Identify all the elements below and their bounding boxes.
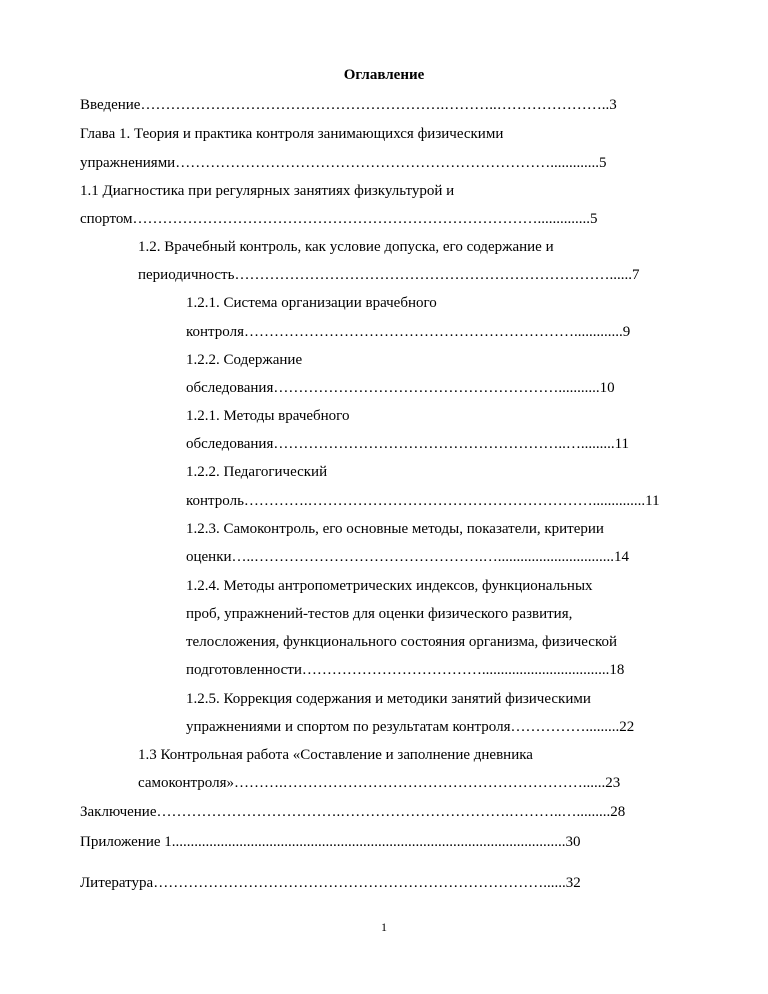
toc-entry-appendix-1: Приложение 1.........................................................................................................30	[80, 834, 581, 850]
toc-entry-1-2-5-cont: упражнениями и спортом по результатам контроля…………….........22	[186, 719, 635, 735]
toc-entry-1-2: 1.2. Врачебный контроль, как условие допуска, его содержание и	[138, 239, 554, 255]
toc-entry-1-2-3-cont: оценки…..……………………………………….…...............................14	[186, 549, 630, 565]
toc-entry-1-2-1-system-cont: контроля………………………………………………………….............9	[186, 324, 631, 340]
toc-entry-1-2-1-system: 1.2.1. Система организации врачебного	[186, 295, 437, 311]
toc-entry-1-3: 1.3 Контрольная работа «Составление и заполнение дневника	[138, 747, 533, 763]
toc-entry-1-2-4: 1.2.4. Методы антропометрических индексов, функциональных	[186, 578, 593, 594]
toc-entry-1-1-cont: спортом………………………………………………………………………..............5	[80, 211, 598, 227]
toc-entry-1-2-1-methods-cont: обследования…………………………………………………..….........11	[186, 436, 630, 452]
toc-entry-1-2-1-methods: 1.2.1. Методы врачебного	[186, 408, 350, 424]
toc-entry-conclusion: Заключение……………………………….…………………………….………..….........28	[80, 804, 626, 820]
page-title: Оглавление	[343, 67, 425, 83]
toc-entry-1-2-4-cont-1: проб, упражнений-тестов для оценки физического развития,	[186, 606, 573, 622]
toc-entry-1-2-2-pedagogical-cont: контроль………….…………………………………………………..............11	[186, 493, 660, 509]
toc-entry-introduction: Введение…………………………………………………….………..…………………..3	[80, 97, 617, 113]
toc-entry-chapter-1-cont: упражнениями………………………………………………………………….............5	[80, 155, 607, 171]
page-number: 1	[381, 920, 387, 934]
toc-entry-chapter-1: Глава 1. Теория и практика контроля занимающихся физическими	[80, 126, 504, 142]
toc-entry-1-2-4-cont-2: телосложения, функционального состояния организма, физической	[186, 634, 618, 650]
toc-entry-1-3-cont: самоконтроля»……….……………………………………………………......23	[138, 775, 621, 791]
toc-entry-1-2-cont: периодичность…………………………………………………………………......7	[138, 267, 640, 283]
toc-entry-1-1: 1.1 Диагностика при регулярных занятиях физкультурой и	[80, 183, 455, 199]
toc-entry-references: Литература……………………………………………………………………......32	[80, 875, 581, 891]
toc-entry-1-2-4-cont-3: подготовленности………………………………..................................18	[186, 662, 625, 678]
toc-entry-1-2-2-content: 1.2.2. Содержание	[186, 352, 303, 368]
toc-entry-1-2-3: 1.2.3. Самоконтроль, его основные методы, показатели, критерии	[186, 521, 604, 537]
toc-entry-1-2-5: 1.2.5. Коррекция содержания и методики занятий физическими	[186, 691, 591, 707]
toc-entry-1-2-2-content-cont: обследования…………………………………………………...........10	[186, 380, 615, 396]
toc-entry-1-2-2-pedagogical: 1.2.2. Педагогический	[186, 464, 328, 480]
